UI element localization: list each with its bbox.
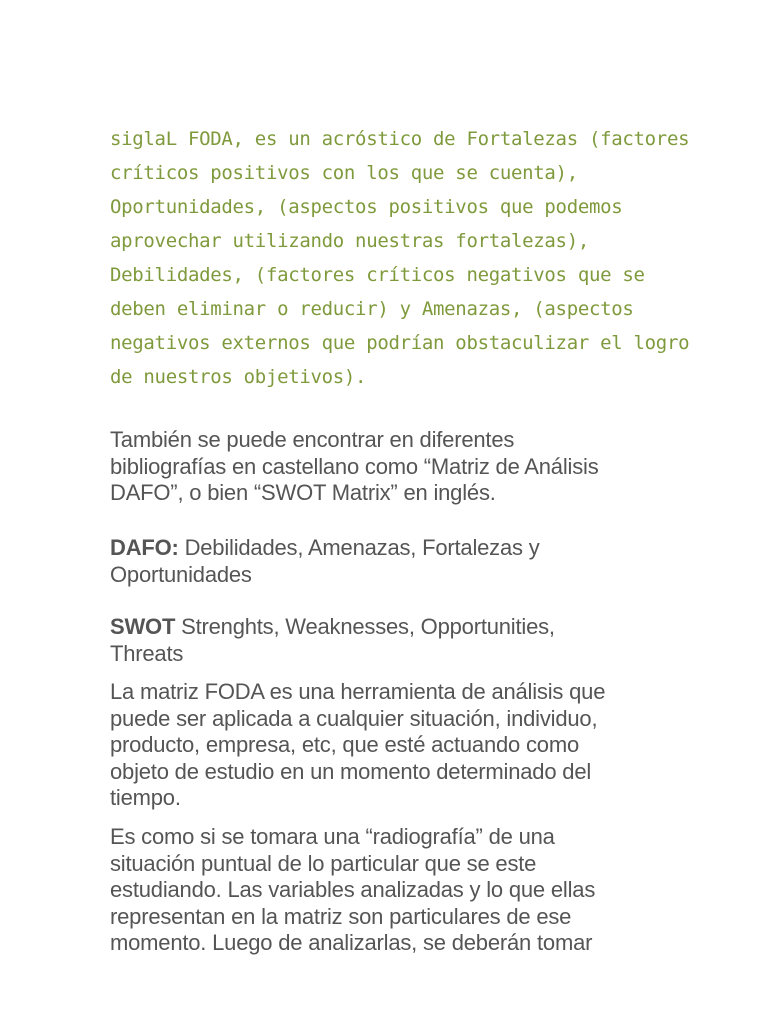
swot-text: Strenghts, Weaknesses, Opportunities,	[175, 614, 555, 639]
text-line	[110, 535, 540, 562]
text-line: tiempo.	[110, 785, 181, 810]
text-line: aprovechar utilizando nuestras fortalezas),	[110, 230, 589, 252]
text-line: bibliografías en castellano como “Matriz de Análisis	[110, 453, 599, 479]
text-line: También se puede encontrar en diferentes	[110, 427, 515, 452]
text-line: Threats	[110, 640, 184, 666]
text-line: deben eliminar o reducir) y Amenazas, (aspectos	[110, 298, 634, 320]
text-line: de nuestros objetivos).	[110, 366, 367, 388]
text-line: objeto de estudio en un momento determinado del	[110, 758, 592, 784]
text-line: puede ser aplicada a cualquier situación, individuo,	[110, 705, 598, 731]
text-line: negativos externos que podrían obstaculizar el logro	[110, 332, 690, 354]
text-line: Oportunidades	[110, 561, 252, 587]
text-line: siglaL FODA, es un acróstico de Fortalezas (factores	[110, 128, 690, 150]
swot-paragraph	[110, 614, 555, 667]
text-line: DAFO”, o bien “SWOT Matrix” en inglés.	[110, 480, 496, 505]
alternate-names-paragraph	[110, 427, 599, 507]
text-line: Es como si se tomara una “radiografía” de una	[110, 824, 555, 849]
dafo-paragraph	[110, 535, 540, 588]
text-line: Debilidades, (factores críticos negativos que se	[110, 264, 645, 286]
text-line: momento. Luego de analizarlas, se deberán tomar	[110, 930, 593, 955]
text-line: estudiando. Las variables analizadas y lo que ellas	[110, 877, 596, 902]
text-line: situación puntual de lo particular que se este	[110, 850, 537, 876]
swot-label: SWOT	[110, 614, 176, 639]
text-line: Oportunidades, (aspectos positivos que podemos	[110, 196, 623, 218]
dafo-label: DAFO:	[110, 535, 179, 560]
radiography-paragraph	[110, 824, 595, 957]
text-line: críticos positivos con los que se cuenta),	[110, 162, 578, 184]
text-line: producto, empresa, etc, que esté actuando como	[110, 732, 579, 757]
text-line: La matriz FODA es una herramienta de análisis que	[110, 679, 606, 704]
text-line	[110, 614, 555, 641]
foda-tool-paragraph	[110, 679, 605, 812]
text-line: representan en la matriz son particulares de ese	[110, 903, 572, 929]
foda-definition-paragraph	[110, 122, 690, 394]
dafo-text: Debilidades, Amenazas, Fortalezas y	[178, 535, 540, 560]
